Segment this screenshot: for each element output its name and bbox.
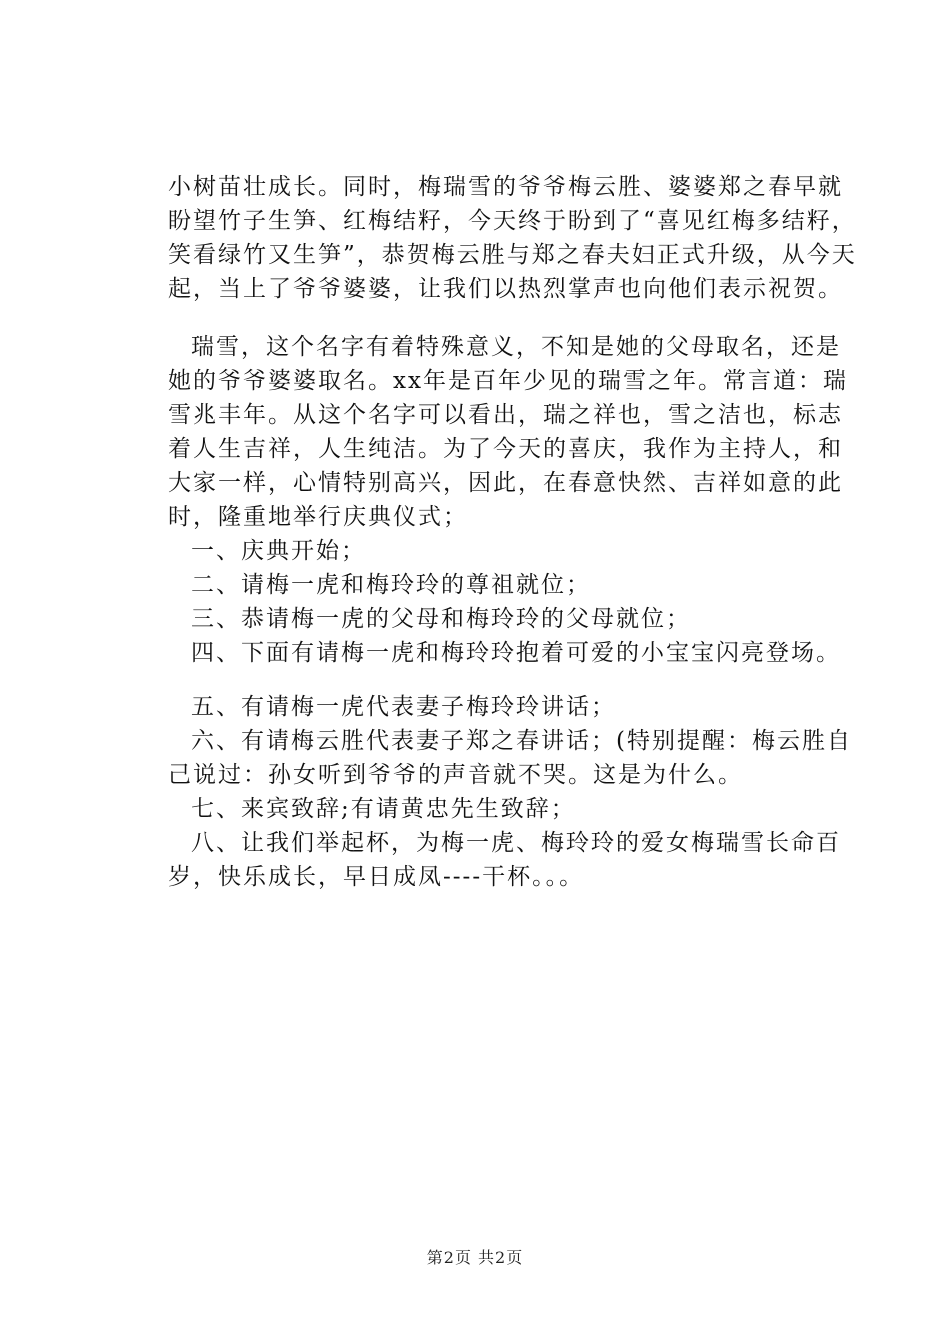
list-item-5: 五、有请梅一虎代表妻子梅玲玲讲话； [191,694,616,720]
paragraph-gap [168,670,858,690]
list-item-2: 二、请梅一虎和梅玲玲的尊祖就位； [191,572,591,598]
list-item-8: 八、让我们举起杯，为梅一虎、梅玲玲的爱女梅瑞雪长命百岁，快乐成长，早日成凤----干杯。。。 [168,830,841,890]
list-item-4: 四、下面有请梅一虎和梅玲玲抱着可爱的小宝宝闪亮登场。 [191,640,841,666]
list-item-1: 一、庆典开始； [191,538,366,564]
paragraph-intro-continued: 小树苗壮成长。同时，梅瑞雪的爷爷梅云胜、婆婆郑之春早就盼望竹子生笋、红梅结籽，今天终于盼到了“喜见红梅多结籽，笑看绿竹又生笋”，恭贺梅云胜与郑之春夫妇正式升级，从今天起，当上了爷爷婆婆，让我们以热烈掌声也向他们表示祝贺。 [168,174,857,302]
list-item-3: 三、恭请梅一虎的父母和梅玲玲的父母就位； [191,606,691,632]
page-footer: 第2页 共2页 [426,1248,524,1267]
document-body [168,170,858,894]
paragraph-gap [168,306,858,330]
list-item-7: 七、来宾致辞;有请黄忠先生致辞； [191,796,576,822]
paragraph-name-meaning: 瑞雪，这个名字有着特殊意义，不知是她的父母取名，还是她的爷爷婆婆取名。xx年是百年少见的瑞雪之年。常言道：瑞雪兆丰年。从这个名字可以看出，瑞之祥也，雪之洁也，标志着人生吉祥，人生纯洁。为了今天的喜庆，我作为主持人，和大家一样，心情特别高兴，因此，在春意快然、吉祥如意的此时，隆重地举行庆典仪式； [168,334,848,530]
list-item-6: 六、有请梅云胜代表妻子郑之春讲话；(特别提醒：梅云胜自己说过：孙女听到爷爷的声音就不哭。这是为什么。 [168,728,852,788]
